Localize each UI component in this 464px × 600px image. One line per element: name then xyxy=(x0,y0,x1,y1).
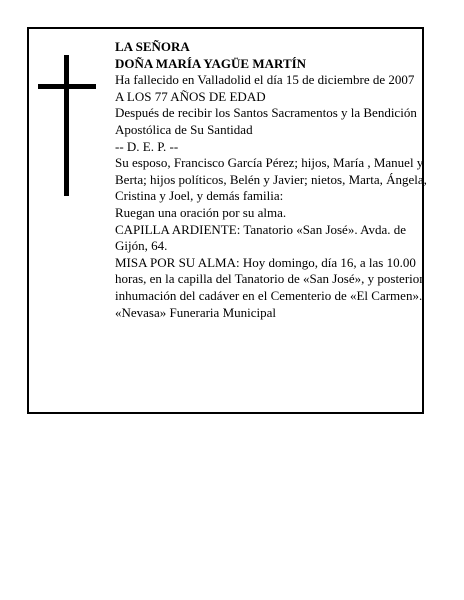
death-statement: Ha fallecido en Valladolid el día 15 de diciembre de 2007 xyxy=(115,72,415,88)
sacraments-line: Después de recibir los Santos Sacramentos y la Bendición Apostólica de Su Santidad xyxy=(115,105,417,137)
age-line: A LOS 77 AÑOS DE EDAD xyxy=(115,88,266,104)
chapel-line: CAPILLA ARDIENTE: Tanatorio «San José». Avda. de Gijón, 64. xyxy=(115,221,407,254)
cross-horizontal-bar xyxy=(38,84,96,89)
cross-vertical-bar xyxy=(64,55,69,196)
family-line: Su esposo, Francisco García Pérez; hijos, María , Manuel y Berta; hijos políticos, Belén y Javier; nietos, Marta, Ángela, Cristina y Joel, y demás familia: xyxy=(115,155,427,204)
rip-line: -- D. E. P. -- xyxy=(115,138,179,154)
funeral-home-line: «Nevasa» Funeraria Municipal xyxy=(115,304,277,320)
title-line-1: LA SEÑORA xyxy=(115,39,190,54)
deceased-name: DOÑA MARÍA YAGÜE MARTÍN xyxy=(115,55,307,71)
obituary-text xyxy=(115,39,429,321)
prayer-line: Ruegan una oración por su alma. xyxy=(115,204,287,220)
mass-line: MISA POR SU ALMA: Hoy domingo, día 16, a las 10.00 horas, en la capilla del Tanatorio de «San José», y posterior inhumación del cadáver en el Cementerio de «El Carmen». xyxy=(115,254,424,303)
